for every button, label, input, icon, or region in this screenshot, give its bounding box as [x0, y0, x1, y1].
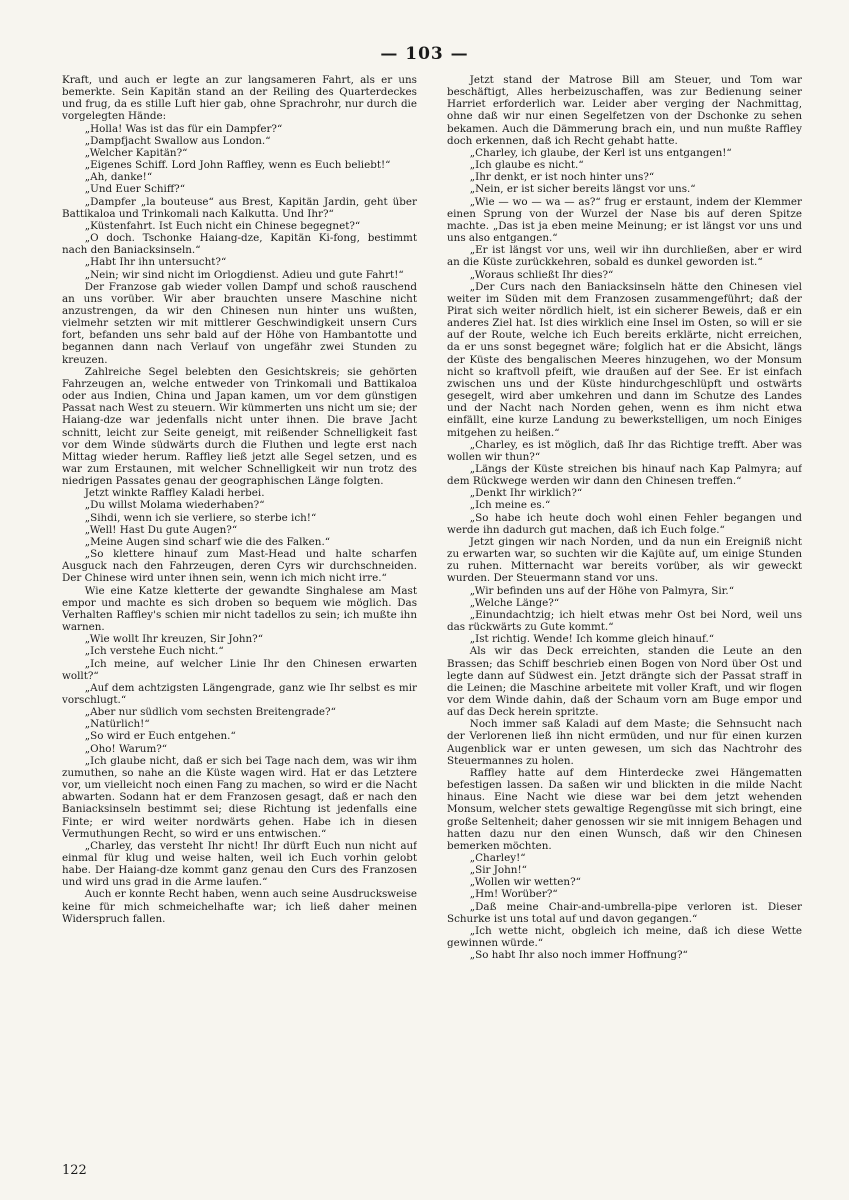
paragraph: „Habt Ihr ihn untersucht?“: [84, 256, 227, 269]
paragraph: „Natürlich!“: [84, 718, 150, 731]
paragraph: „Längs der Küste streichen bis hinauf nach Kap Palmyra; auf dem Rückwege werden wir dann den Chinesen treffen.“: [447, 463, 802, 488]
paragraph: „Ich verstehe Euch nicht.“: [84, 645, 224, 658]
paragraph: „Wie — wo — wa — as?“ frug er erstaunt, indem der Klemmer einen Sprung von der Wurzel der Nase bis auf deren Spitze machte. „Das ist ja eben meine Meinung; er ist längst vor uns und uns also entgangen.“: [447, 195, 802, 245]
left-column: [62, 74, 417, 1126]
paragraph: „Er ist längst vor uns, weil wir ihn durchließen, aber er wird an die Küste zurückkehren, sobald es dunkel geworden ist.“: [447, 244, 802, 269]
paragraph: „Der Curs nach den Baniacksinseln hätte den Chinesen viel weiter im Süden mit dem Franzosen zusammengeführt; daß der Pirat sich weiter nördlich hielt, ist ein sicherer Beweis, daß er ein anderes Ziel hat. Ist dies wirklich eine Insel im Osten, so will er sie auf der Route, welche ich Euch bereits erklärte, nicht erreichen, da er uns sonst begegnet wäre; folglich hat er die Absicht, längs der Küste des bengalischen Meeres hinzugehen, wo der Monsum nicht so kraftvoll pfeift, wie draußen auf der See. Er ist einfach zwischen uns und der Küste hindurchgeschlüpft und ostwärts gesegelt, wird aber umkehren und dann im Schutze des Landes und der Nacht nach Norden gehen, wenn es ihm nicht etwa einfällt, eine kurze Landung zu bewerkstelligen, um noch Einiges mitgehen zu heißen.“: [447, 280, 802, 439]
paragraph: „Woraus schließt Ihr dies?“: [469, 268, 614, 281]
paragraph: Zahlreiche Segel belebten den Gesichtskreis; sie gehörten Fahrzeugen an, welche entweder von Trinkomali und Battikaloa oder aus Indien, China und Japan kamen, um vor dem günstigen Passat nach West zu steuern. Wir kümmerten uns nicht um sie; der Haiang-dze war jedenfalls nicht unter ihnen. Die brave Jacht schnitt, leicht zur Seite geneigt, mit reißender Schnelligkeit fast vor dem Winde südwärts durch die Fluthen und legte erst nach Mittag wieder herum. Raffley ließ jetzt alle Segel setzen, und es war zum Erstaunen, mit welcher Schnelligkeit wir nun trotz des niedrigen Passates genau der geographischen Länge folgten.: [62, 365, 417, 488]
paragraph: „Küstenfahrt. Ist Euch nicht ein Chinese begegnet?“: [84, 219, 361, 232]
paragraph: „Charley, ich glaube, der Kerl ist uns entgangen!“: [469, 146, 732, 159]
paragraph: „Charley, es ist möglich, daß Ihr das Richtige trefft. Aber was wollen wir thun?“: [447, 438, 802, 463]
paragraph: Jetzt gingen wir nach Norden, und da nun ein Ereigniß nicht zu erwarten war, so suchten wir die Kajüte auf, um einige Stunden zu ruhen. Mitternacht war bereits vorüber, als wir geweckt wurden. Der Steuermann stand vor uns.: [447, 535, 802, 585]
paragraph: „Wollen wir wetten?“: [469, 876, 581, 889]
paragraph: Kraft, und auch er legte an zur langsameren Fahrt, als er uns bemerkte. Sein Kapitän stand an der Reiling des Quarterdeckes und frug, da es stille Luft hier gab, ohne Sprachrohr, nur durch die vorgelegten Hände:: [62, 74, 417, 123]
paragraph: „Ist richtig. Wende! Ich komme gleich hinauf.“: [469, 633, 715, 646]
paragraph: Raffley hatte auf dem Hinterdecke zwei Hängematten befestigen lassen. Da saßen wir und blickten in die milde Nacht hinaus. Eine Nacht wie diese war bei dem jetzt wehenden Monsum, welcher stets gewaltige Regengüsse mit sich bringt, eine große Seltenheit; daher genossen wir sie mit innigem Behagen und hatten dazu nur den einen Wunsch, daß wir den Chinesen bemerken möchten.: [447, 766, 802, 852]
paragraph: „Auf dem achtzigsten Längengrade, ganz wie Ihr selbst es mir vorschlugt.“: [62, 681, 417, 706]
paragraph: „Ihr denkt, er ist noch hinter uns?“: [469, 171, 655, 184]
paragraph: „Und Euer Schiff?“: [84, 183, 186, 196]
paragraph: „Dampfer „la bouteuse“ aus Brest, Kapitän Jardin, geht über Battikaloa und Trinkomali nach Kalkutta. Und Ihr?“: [62, 195, 417, 220]
paragraph: „Charley!“: [469, 852, 526, 864]
paragraph: „So habe ich heute doch wohl einen Fehler begangen und werde ihn dadurch gut machen, daß ich Euch folge.“: [447, 511, 802, 536]
paragraph: „Ich wette nicht, obgleich ich meine, daß ich diese Wette gewinnen würde.“: [447, 924, 802, 950]
paragraph: „Welcher Kapitän?“: [84, 146, 188, 159]
paragraph: „Oho! Warum?“: [84, 742, 168, 755]
paragraph: „Sihdi, wenn ich sie verliere, so sterbe ich!“: [84, 511, 317, 524]
paragraph: „Einundachtzig; ich hielt etwas mehr Ost bei Nord, weil uns das rückwärts zu Gute kommt.“: [447, 608, 802, 634]
paragraph: „Ich glaube es nicht.“: [469, 159, 584, 172]
paragraph: „Ich meine es.“: [469, 499, 551, 512]
text-columns: [62, 74, 802, 1126]
paragraph: „Holla! Was ist das für ein Dampfer?“: [84, 122, 283, 135]
paragraph: Wie eine Katze kletterte der gewandte Singhalese am Mast empor und machte es sich droben so bequem wie möglich. Das Verhalten Raffley's schien mir nicht tadellos zu sein; ich mußte ihn warnen.: [62, 584, 417, 634]
paragraph: „Welche Länge?“: [469, 596, 560, 609]
paragraph: Als wir das Deck erreichten, standen die Leute an den Brassen; das Schiff beschrieb einen Bogen von Nord über Ost und legte dann auf Südwest ein. Jetzt drängte sich der Passat straff in die Leinen; die Maschine arbeitete mit voller Kraft, und wir flogen vor dem Winde dahin, daß der Schaum vorn am Buge empor und auf das Deck herein spritzte.: [447, 645, 802, 719]
paragraph: „So habt Ihr also noch immer Hoffnung?“: [469, 949, 688, 962]
paragraph: „Charley, das versteht Ihr nicht! Ihr dürft Euch nun nicht auf einmal für klug und weise halten, weil ich Euch vorhin gelobt habe. Der Haiang-dze kommt ganz genau den Curs des Franzosen und wird uns grad in die Arme laufen.“: [62, 839, 417, 889]
paragraph: Noch immer saß Kaladi auf dem Maste; die Sehnsucht nach der Verlorenen ließ ihn nicht ermüden, und nur für einen kurzen Augenblick war er unten gewesen, um sich das Nachtrohr des Steuermannes zu holen.: [447, 718, 802, 767]
paragraph: Jetzt stand der Matrose Bill am Steuer, und Tom war beschäftigt, Alles herbeizuschaffen, was zur Bedienung seiner Harriet erforderlich war. Leider aber verging der Nachmittag, ohne daß wir nur einen Segelfetzen von der Dschonke zu sehen bekamen. Auch die Dämmerung brach ein, und nun mußte Raffley doch erkennen, daß ich Recht gehabt hatte.: [447, 74, 802, 147]
paragraph: „Nein, er ist sicher bereits längst vor uns.“: [469, 183, 696, 196]
paragraph: „Wir befinden uns auf der Höhe von Palmyra, Sir.“: [469, 584, 735, 597]
paragraph: „Meine Augen sind scharf wie die des Falken.“: [84, 535, 331, 548]
paragraph: „Sir John!“: [469, 864, 527, 877]
paragraph: „Dampfjacht Swallow aus London.“: [84, 134, 271, 147]
page-header-number: — 103 —: [380, 44, 469, 64]
paragraph: „Eigenes Schiff. Lord John Raffley, wenn es Euch beliebt!“: [84, 159, 391, 172]
paragraph: „Hm! Worüber?“: [469, 888, 558, 901]
paragraph: „Ah, danke!“: [84, 171, 153, 184]
paragraph: „So klettere hinauf zum Mast-Head und halte scharfen Ausguck nach den Fahrzeugen, deren Cyrs wir durchschneiden. Der Chinese wird unter ihnen sein, wenn ich mich nicht irre.“: [62, 548, 417, 585]
paragraph: „So wird er Euch entgehen.“: [84, 730, 236, 743]
paragraph: „Wie wollt Ihr kreuzen, Sir John?“: [84, 633, 264, 646]
page-footer-number: 122: [62, 1163, 87, 1178]
paragraph: Der Franzose gab wieder vollen Dampf und schoß rauschend an uns vorüber. Wir aber brauchten unsere Maschine nicht anzustrengen, da wir den Chinesen nun hinter uns wußten, vielmehr setzten wir mit mittlerer Geschwindigkeit unsern Curs fort, befanden uns sehr bald auf der Höhe von Hambantotte und begannen dann nach Verlauf von ungefähr zwei Stunden zu kreuzen.: [62, 280, 417, 366]
paragraph: „Du willst Molama wiederhaben?“: [84, 499, 265, 512]
paragraph: „Daß meine Chair-and-umbrella-pipe verloren ist. Dieser Schurke ist uns total auf und davon gegangen.“: [447, 900, 802, 925]
right-column: [447, 74, 802, 1126]
paragraph: „Nein; wir sind nicht im Orlogdienst. Adieu und gute Fahrt!“: [84, 268, 404, 281]
paragraph: „Denkt Ihr wirklich?“: [469, 487, 583, 500]
paragraph: „Well! Hast Du gute Augen?“: [84, 523, 238, 536]
paragraph: „O doch. Tschonke Haiang-dze, Kapitän Ki-fong, bestimmt nach den Baniacksinseln.“: [62, 232, 417, 257]
paragraph: Auch er konnte Recht haben, wenn auch seine Ausdrucksweise keine für mich schmeichelhafte war; ich ließ daher meinen Widerspruch fallen.: [62, 888, 417, 925]
paragraph: „Ich meine, auf welcher Linie Ihr den Chinesen erwarten wollt?“: [62, 657, 417, 682]
paragraph: „Ich glaube nicht, daß er sich bei Tage nach dem, was wir ihm zumuthen, so nahe an die Küste wagen wird. Hat er das Letztere vor, um vielleicht noch einen Fang zu machen, so wird er die Nacht abwarten. Sodann hat er dem Franzosen gesagt, daß er nach den Baniacksinseln bestimmt sei; diese Richtung ist jedenfalls eine Finte; er wird weiter nordwärts gehen. Habe ich in diesen Vermuthungen Recht, so wird er uns entwischen.“: [62, 754, 417, 840]
paragraph: Jetzt winkte Raffley Kaladi herbei.: [84, 487, 265, 500]
paragraph: „Aber nur südlich vom sechsten Breitengrade?“: [84, 706, 336, 719]
